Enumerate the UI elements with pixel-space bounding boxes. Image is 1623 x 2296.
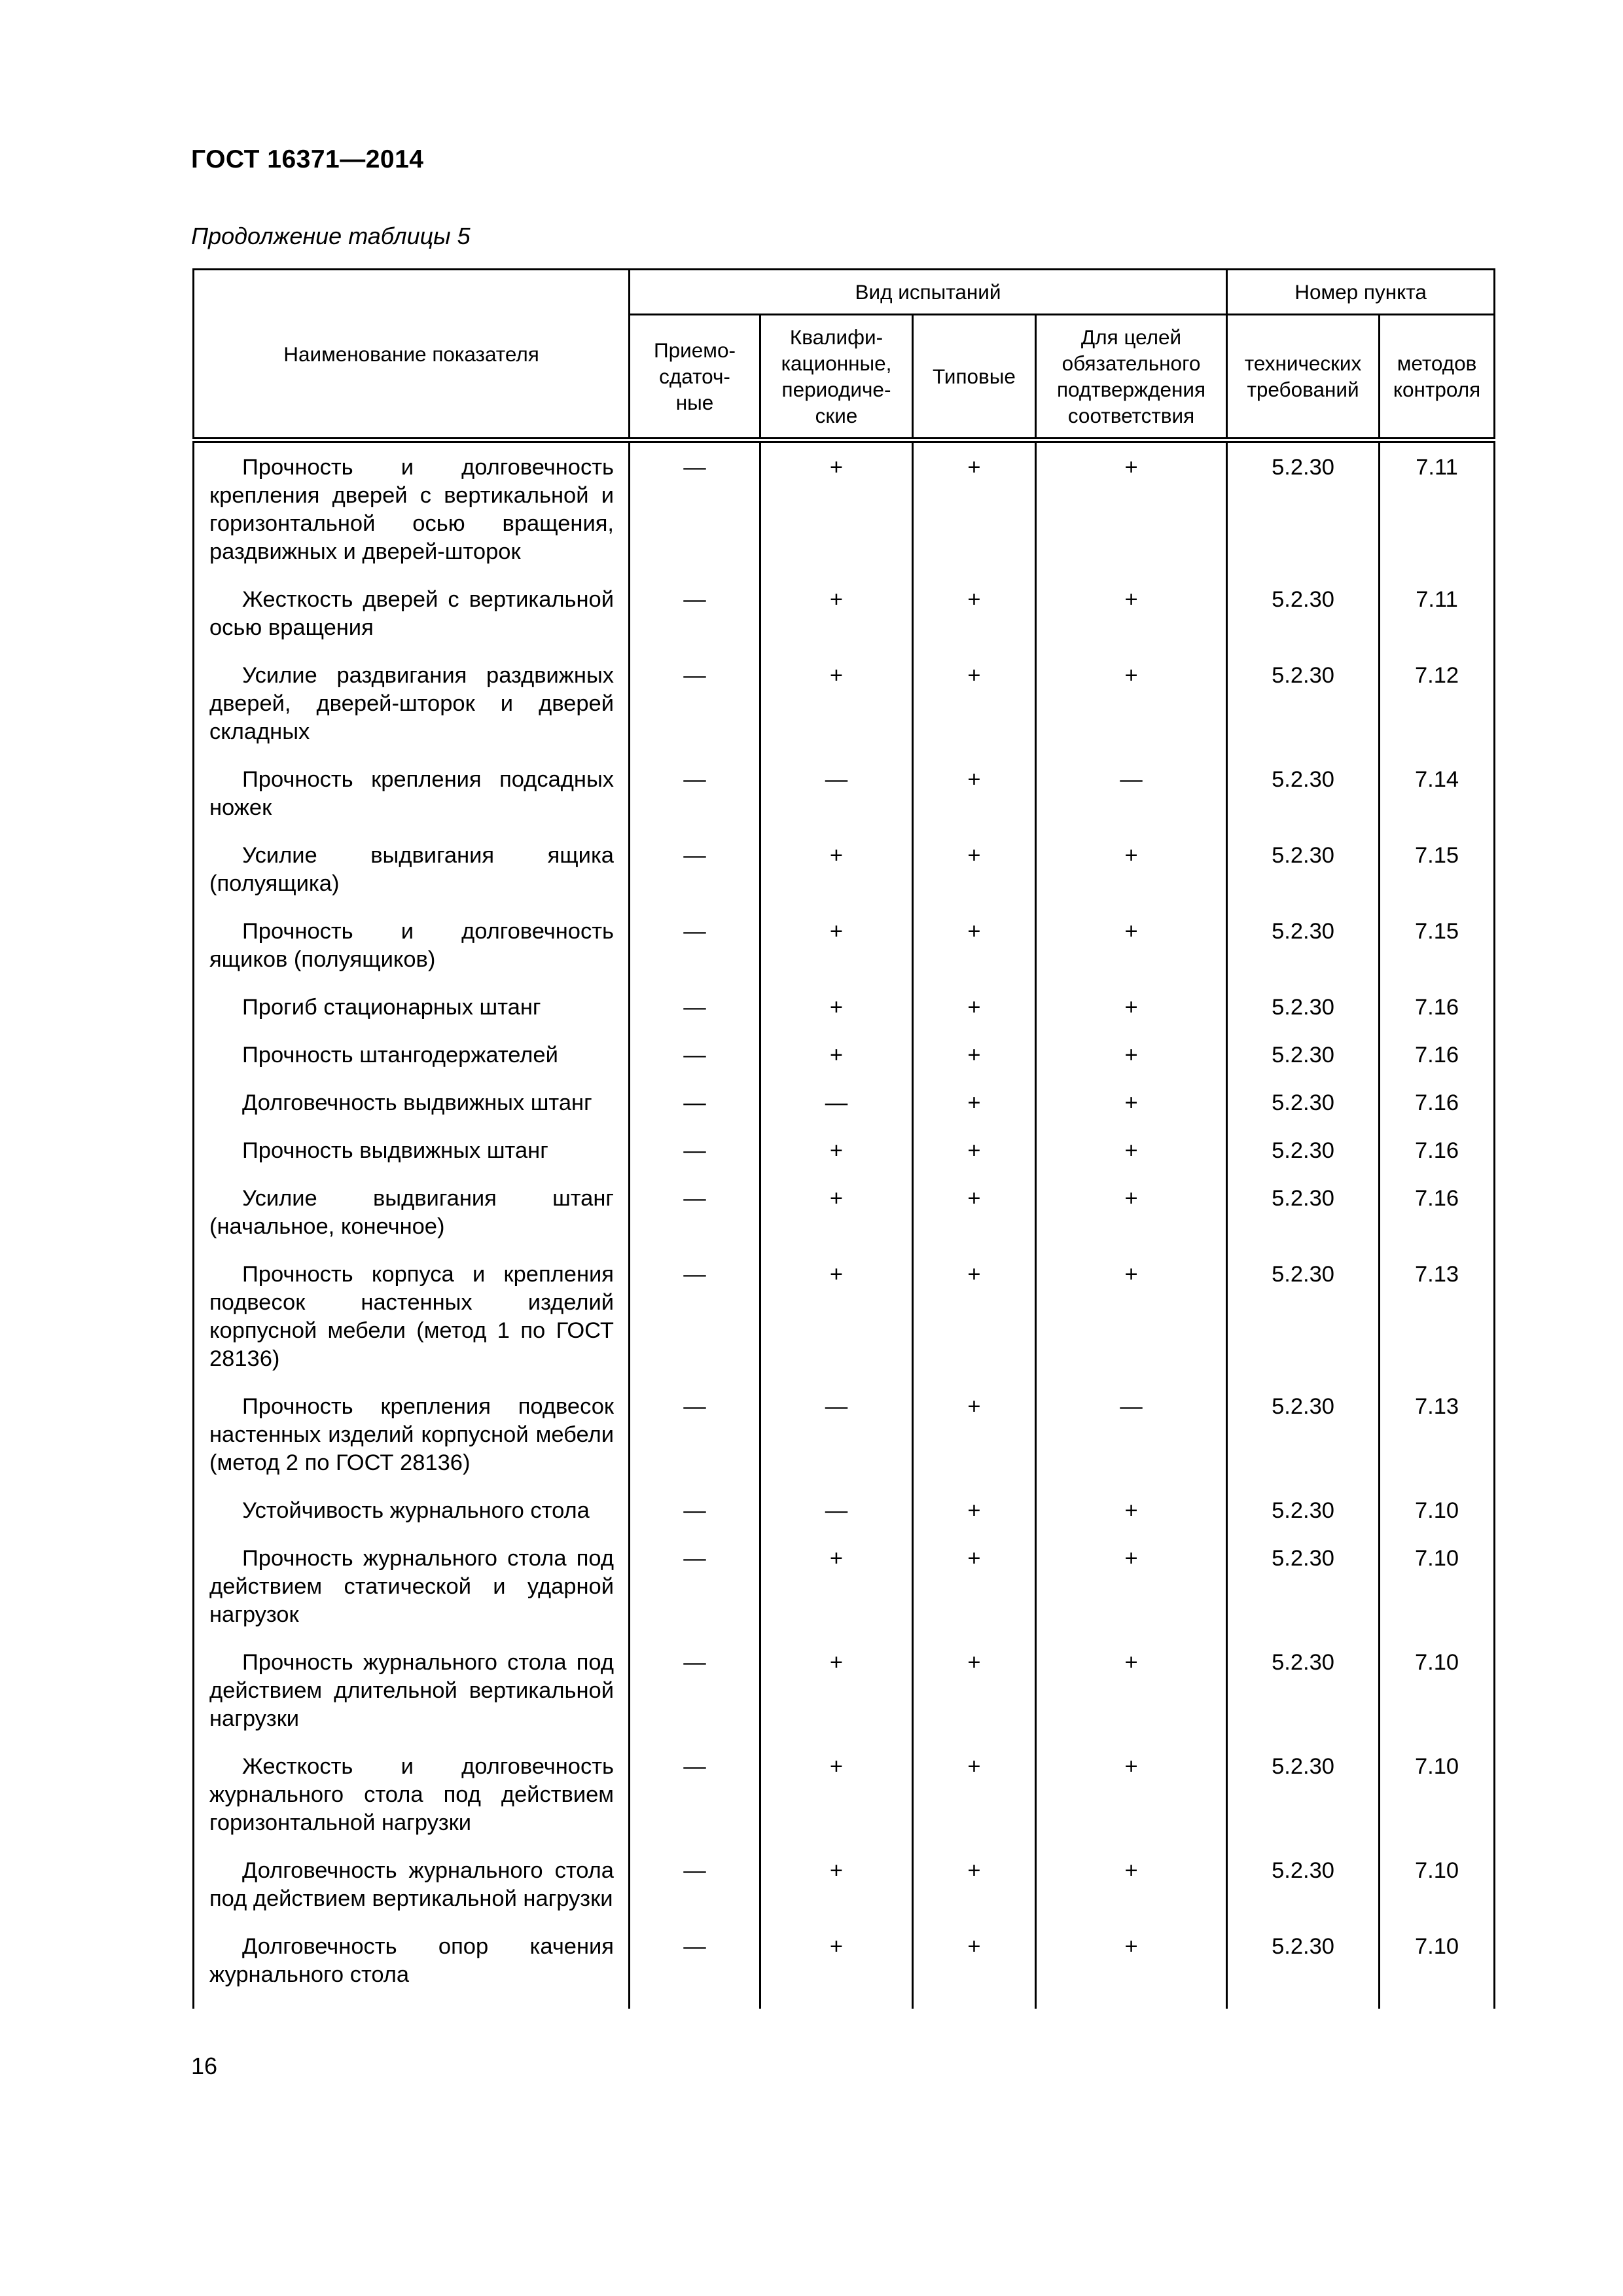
table-row: [194, 662, 1495, 766]
acceptance-cell: —: [630, 842, 760, 918]
indicator-name-cell: Долговечность журнального стола под действием вертикальной нагрузки: [194, 1857, 630, 1933]
tech-requirements-clause-cell: 5.2.30: [1227, 1185, 1380, 1261]
document-id: ГОСТ 16371—2014: [191, 145, 424, 173]
conformity-cell: —: [1036, 1393, 1227, 1497]
table-row: [194, 1497, 1495, 1545]
table-row: [194, 1137, 1495, 1185]
table-row: [194, 1041, 1495, 1089]
qualification-cell: +: [760, 1185, 913, 1261]
table-row: [194, 918, 1495, 994]
table-row: [194, 766, 1495, 842]
type-test-cell: +: [913, 440, 1036, 586]
acceptance-cell: —: [630, 1041, 760, 1089]
type-test-cell: +: [913, 918, 1036, 994]
indicator-name-cell: Прогиб стационарных штанг: [194, 994, 630, 1041]
type-test-cell: +: [913, 1393, 1036, 1497]
tech-requirements-clause-cell: 5.2.30: [1227, 1041, 1380, 1089]
table-row: [194, 1933, 1495, 2009]
conformity-cell: —: [1036, 766, 1227, 842]
tech-requirements-clause-cell: 5.2.30: [1227, 842, 1380, 918]
control-methods-clause-cell: 7.16: [1380, 1185, 1495, 1261]
table-row: [194, 842, 1495, 918]
acceptance-cell: —: [630, 1497, 760, 1545]
control-methods-clause-cell: 7.10: [1380, 1649, 1495, 1753]
indicator-name-cell: Прочность и долговечность ящиков (полуящиков): [194, 918, 630, 994]
type-test-cell: +: [913, 1137, 1036, 1185]
table-row: [194, 1393, 1495, 1497]
acceptance-cell: —: [630, 1649, 760, 1753]
table-row: [194, 1185, 1495, 1261]
table-row: [194, 994, 1495, 1041]
indicator-name-cell: Долговечность опор качения журнального стола: [194, 1933, 630, 2009]
acceptance-cell: —: [630, 918, 760, 994]
table-row: [194, 586, 1495, 662]
qualification-cell: —: [760, 1497, 913, 1545]
acceptance-cell: —: [630, 1185, 760, 1261]
type-test-cell: +: [913, 766, 1036, 842]
conformity-cell: +: [1036, 1497, 1227, 1545]
conformity-cell: +: [1036, 1089, 1227, 1137]
acceptance-cell: —: [630, 1933, 760, 2009]
tech-requirements-clause-cell: 5.2.30: [1227, 1497, 1380, 1545]
type-test-cell: +: [913, 586, 1036, 662]
qualification-cell: +: [760, 1649, 913, 1753]
control-methods-clause-cell: 7.16: [1380, 994, 1495, 1041]
type-test-cell: +: [913, 1857, 1036, 1933]
conformity-cell: +: [1036, 1753, 1227, 1857]
indicator-name-cell: Прочность журнального стола под действием длительной вертикальной нагрузки: [194, 1649, 630, 1753]
conformity-cell: +: [1036, 662, 1227, 766]
indicator-name-cell: Прочность и долговечность крепления дверей с вертикальной и горизонтальной осью вращения, раздвижных и дверей-шторок: [194, 440, 630, 586]
conformity-cell: +: [1036, 918, 1227, 994]
tech-requirements-clause-cell: 5.2.30: [1227, 1857, 1380, 1933]
table-row: [194, 1089, 1495, 1137]
conformity-cell: +: [1036, 1649, 1227, 1753]
qualification-cell: +: [760, 1753, 913, 1857]
tech-requirements-clause-cell: 5.2.30: [1227, 994, 1380, 1041]
acceptance-cell: —: [630, 586, 760, 662]
conformity-cell: +: [1036, 1545, 1227, 1649]
column-header-tech-requirements: технических требований: [1227, 315, 1380, 440]
tests-table: [192, 268, 1495, 2009]
indicator-name-cell: Прочность штангодержателей: [194, 1041, 630, 1089]
tech-requirements-clause-cell: 5.2.30: [1227, 1089, 1380, 1137]
tech-requirements-clause-cell: 5.2.30: [1227, 440, 1380, 586]
acceptance-cell: —: [630, 766, 760, 842]
conformity-cell: +: [1036, 586, 1227, 662]
tech-requirements-clause-cell: 5.2.30: [1227, 1393, 1380, 1497]
indicator-name-cell: Устойчивость журнального стола: [194, 1497, 630, 1545]
acceptance-cell: —: [630, 1545, 760, 1649]
indicator-name-cell: Прочность крепления подвесок настенных изделий корпусной мебели (метод 2 по ГОСТ 28136): [194, 1393, 630, 1497]
type-test-cell: +: [913, 1545, 1036, 1649]
type-test-cell: +: [913, 1089, 1036, 1137]
acceptance-cell: —: [630, 662, 760, 766]
table-row: [194, 440, 1495, 586]
tech-requirements-clause-cell: 5.2.30: [1227, 918, 1380, 994]
indicator-name-cell: Жесткость и долговечность журнального стола под действием горизонтальной нагрузки: [194, 1753, 630, 1857]
indicator-name-cell: Прочность выдвижных штанг: [194, 1137, 630, 1185]
control-methods-clause-cell: 7.14: [1380, 766, 1495, 842]
qualification-cell: —: [760, 1393, 913, 1497]
tech-requirements-clause-cell: 5.2.30: [1227, 662, 1380, 766]
qualification-cell: —: [760, 1089, 913, 1137]
acceptance-cell: —: [630, 994, 760, 1041]
conformity-cell: +: [1036, 1185, 1227, 1261]
control-methods-clause-cell: 7.15: [1380, 842, 1495, 918]
column-header-control-methods: методов контроля: [1380, 315, 1495, 440]
acceptance-cell: —: [630, 1089, 760, 1137]
indicator-name-cell: Прочность журнального стола под действием статической и ударной нагрузок: [194, 1545, 630, 1649]
acceptance-cell: —: [630, 1753, 760, 1857]
tech-requirements-clause-cell: 5.2.30: [1227, 1261, 1380, 1393]
qualification-cell: +: [760, 1857, 913, 1933]
indicator-name-cell: Усилие выдвигания штанг (начальное, конечное): [194, 1185, 630, 1261]
type-test-cell: +: [913, 1497, 1036, 1545]
table-row: [194, 1261, 1495, 1393]
indicator-name-cell: Усилие выдвигания ящика (полуящика): [194, 842, 630, 918]
tech-requirements-clause-cell: 5.2.30: [1227, 1649, 1380, 1753]
column-header-acceptance: Приемо- сдаточ- ные: [630, 315, 760, 440]
qualification-cell: +: [760, 662, 913, 766]
type-test-cell: +: [913, 1261, 1036, 1393]
qualification-cell: +: [760, 842, 913, 918]
type-test-cell: +: [913, 1041, 1036, 1089]
type-test-cell: +: [913, 1649, 1036, 1753]
type-test-cell: +: [913, 662, 1036, 766]
control-methods-clause-cell: 7.11: [1380, 440, 1495, 586]
acceptance-cell: —: [630, 1137, 760, 1185]
indicator-name-cell: Долговечность выдвижных штанг: [194, 1089, 630, 1137]
qualification-cell: +: [760, 586, 913, 662]
control-methods-clause-cell: 7.15: [1380, 918, 1495, 994]
indicator-name-cell: Прочность корпуса и крепления подвесок настенных изделий корпусной мебели (метод 1 по ГОСТ 28136): [194, 1261, 630, 1393]
conformity-cell: +: [1036, 994, 1227, 1041]
type-test-cell: +: [913, 1753, 1036, 1857]
qualification-cell: +: [760, 1545, 913, 1649]
indicator-name-cell: Прочность крепления подсадных ножек: [194, 766, 630, 842]
control-methods-clause-cell: 7.13: [1380, 1261, 1495, 1393]
column-header-type: Типовые: [913, 315, 1036, 440]
type-test-cell: +: [913, 994, 1036, 1041]
control-methods-clause-cell: 7.16: [1380, 1137, 1495, 1185]
conformity-cell: +: [1036, 440, 1227, 586]
conformity-cell: +: [1036, 1261, 1227, 1393]
conformity-cell: +: [1036, 1857, 1227, 1933]
qualification-cell: —: [760, 766, 913, 842]
conformity-cell: +: [1036, 1041, 1227, 1089]
acceptance-cell: —: [630, 1261, 760, 1393]
control-methods-clause-cell: 7.11: [1380, 586, 1495, 662]
control-methods-clause-cell: 7.12: [1380, 662, 1495, 766]
control-methods-clause-cell: 7.10: [1380, 1545, 1495, 1649]
header-row-groups: [194, 270, 1495, 315]
qualification-cell: +: [760, 1137, 913, 1185]
type-test-cell: +: [913, 1185, 1036, 1261]
qualification-cell: +: [760, 1261, 913, 1393]
table-caption: Продолжение таблицы 5: [191, 223, 471, 249]
tech-requirements-clause-cell: 5.2.30: [1227, 1753, 1380, 1857]
qualification-cell: +: [760, 440, 913, 586]
conformity-cell: +: [1036, 1933, 1227, 2009]
control-methods-clause-cell: 7.10: [1380, 1753, 1495, 1857]
table-row: [194, 1545, 1495, 1649]
column-header-name: Наименование показателя: [194, 270, 630, 440]
column-header-conformity: Для целей обязательного подтверждения соответствия: [1036, 315, 1227, 440]
column-group-test-type: Вид испытаний: [630, 270, 1227, 315]
page-number: 16: [191, 2053, 218, 2079]
tech-requirements-clause-cell: 5.2.30: [1227, 1137, 1380, 1185]
qualification-cell: +: [760, 1041, 913, 1089]
qualification-cell: +: [760, 994, 913, 1041]
table-row: [194, 1857, 1495, 1933]
control-methods-clause-cell: 7.16: [1380, 1041, 1495, 1089]
conformity-cell: +: [1036, 1137, 1227, 1185]
indicator-name-cell: Жесткость дверей с вертикальной осью вращения: [194, 586, 630, 662]
table-row: [194, 1753, 1495, 1857]
type-test-cell: +: [913, 842, 1036, 918]
tech-requirements-clause-cell: 5.2.30: [1227, 586, 1380, 662]
type-test-cell: +: [913, 1933, 1036, 2009]
control-methods-clause-cell: 7.13: [1380, 1393, 1495, 1497]
control-methods-clause-cell: 7.10: [1380, 1857, 1495, 1933]
qualification-cell: +: [760, 918, 913, 994]
control-methods-clause-cell: 7.16: [1380, 1089, 1495, 1137]
qualification-cell: +: [760, 1933, 913, 2009]
tech-requirements-clause-cell: 5.2.30: [1227, 766, 1380, 842]
acceptance-cell: —: [630, 1857, 760, 1933]
column-group-clause-number: Номер пункта: [1227, 270, 1495, 315]
acceptance-cell: —: [630, 1393, 760, 1497]
table-row: [194, 1649, 1495, 1753]
indicator-name-cell: Усилие раздвигания раздвижных дверей, дверей-шторок и дверей складных: [194, 662, 630, 766]
tech-requirements-clause-cell: 5.2.30: [1227, 1545, 1380, 1649]
conformity-cell: +: [1036, 842, 1227, 918]
tech-requirements-clause-cell: 5.2.30: [1227, 1933, 1380, 2009]
control-methods-clause-cell: 7.10: [1380, 1933, 1495, 2009]
acceptance-cell: —: [630, 440, 760, 586]
column-header-qualification: Квалифи- кационные, периодиче- ские: [760, 315, 913, 440]
control-methods-clause-cell: 7.10: [1380, 1497, 1495, 1545]
